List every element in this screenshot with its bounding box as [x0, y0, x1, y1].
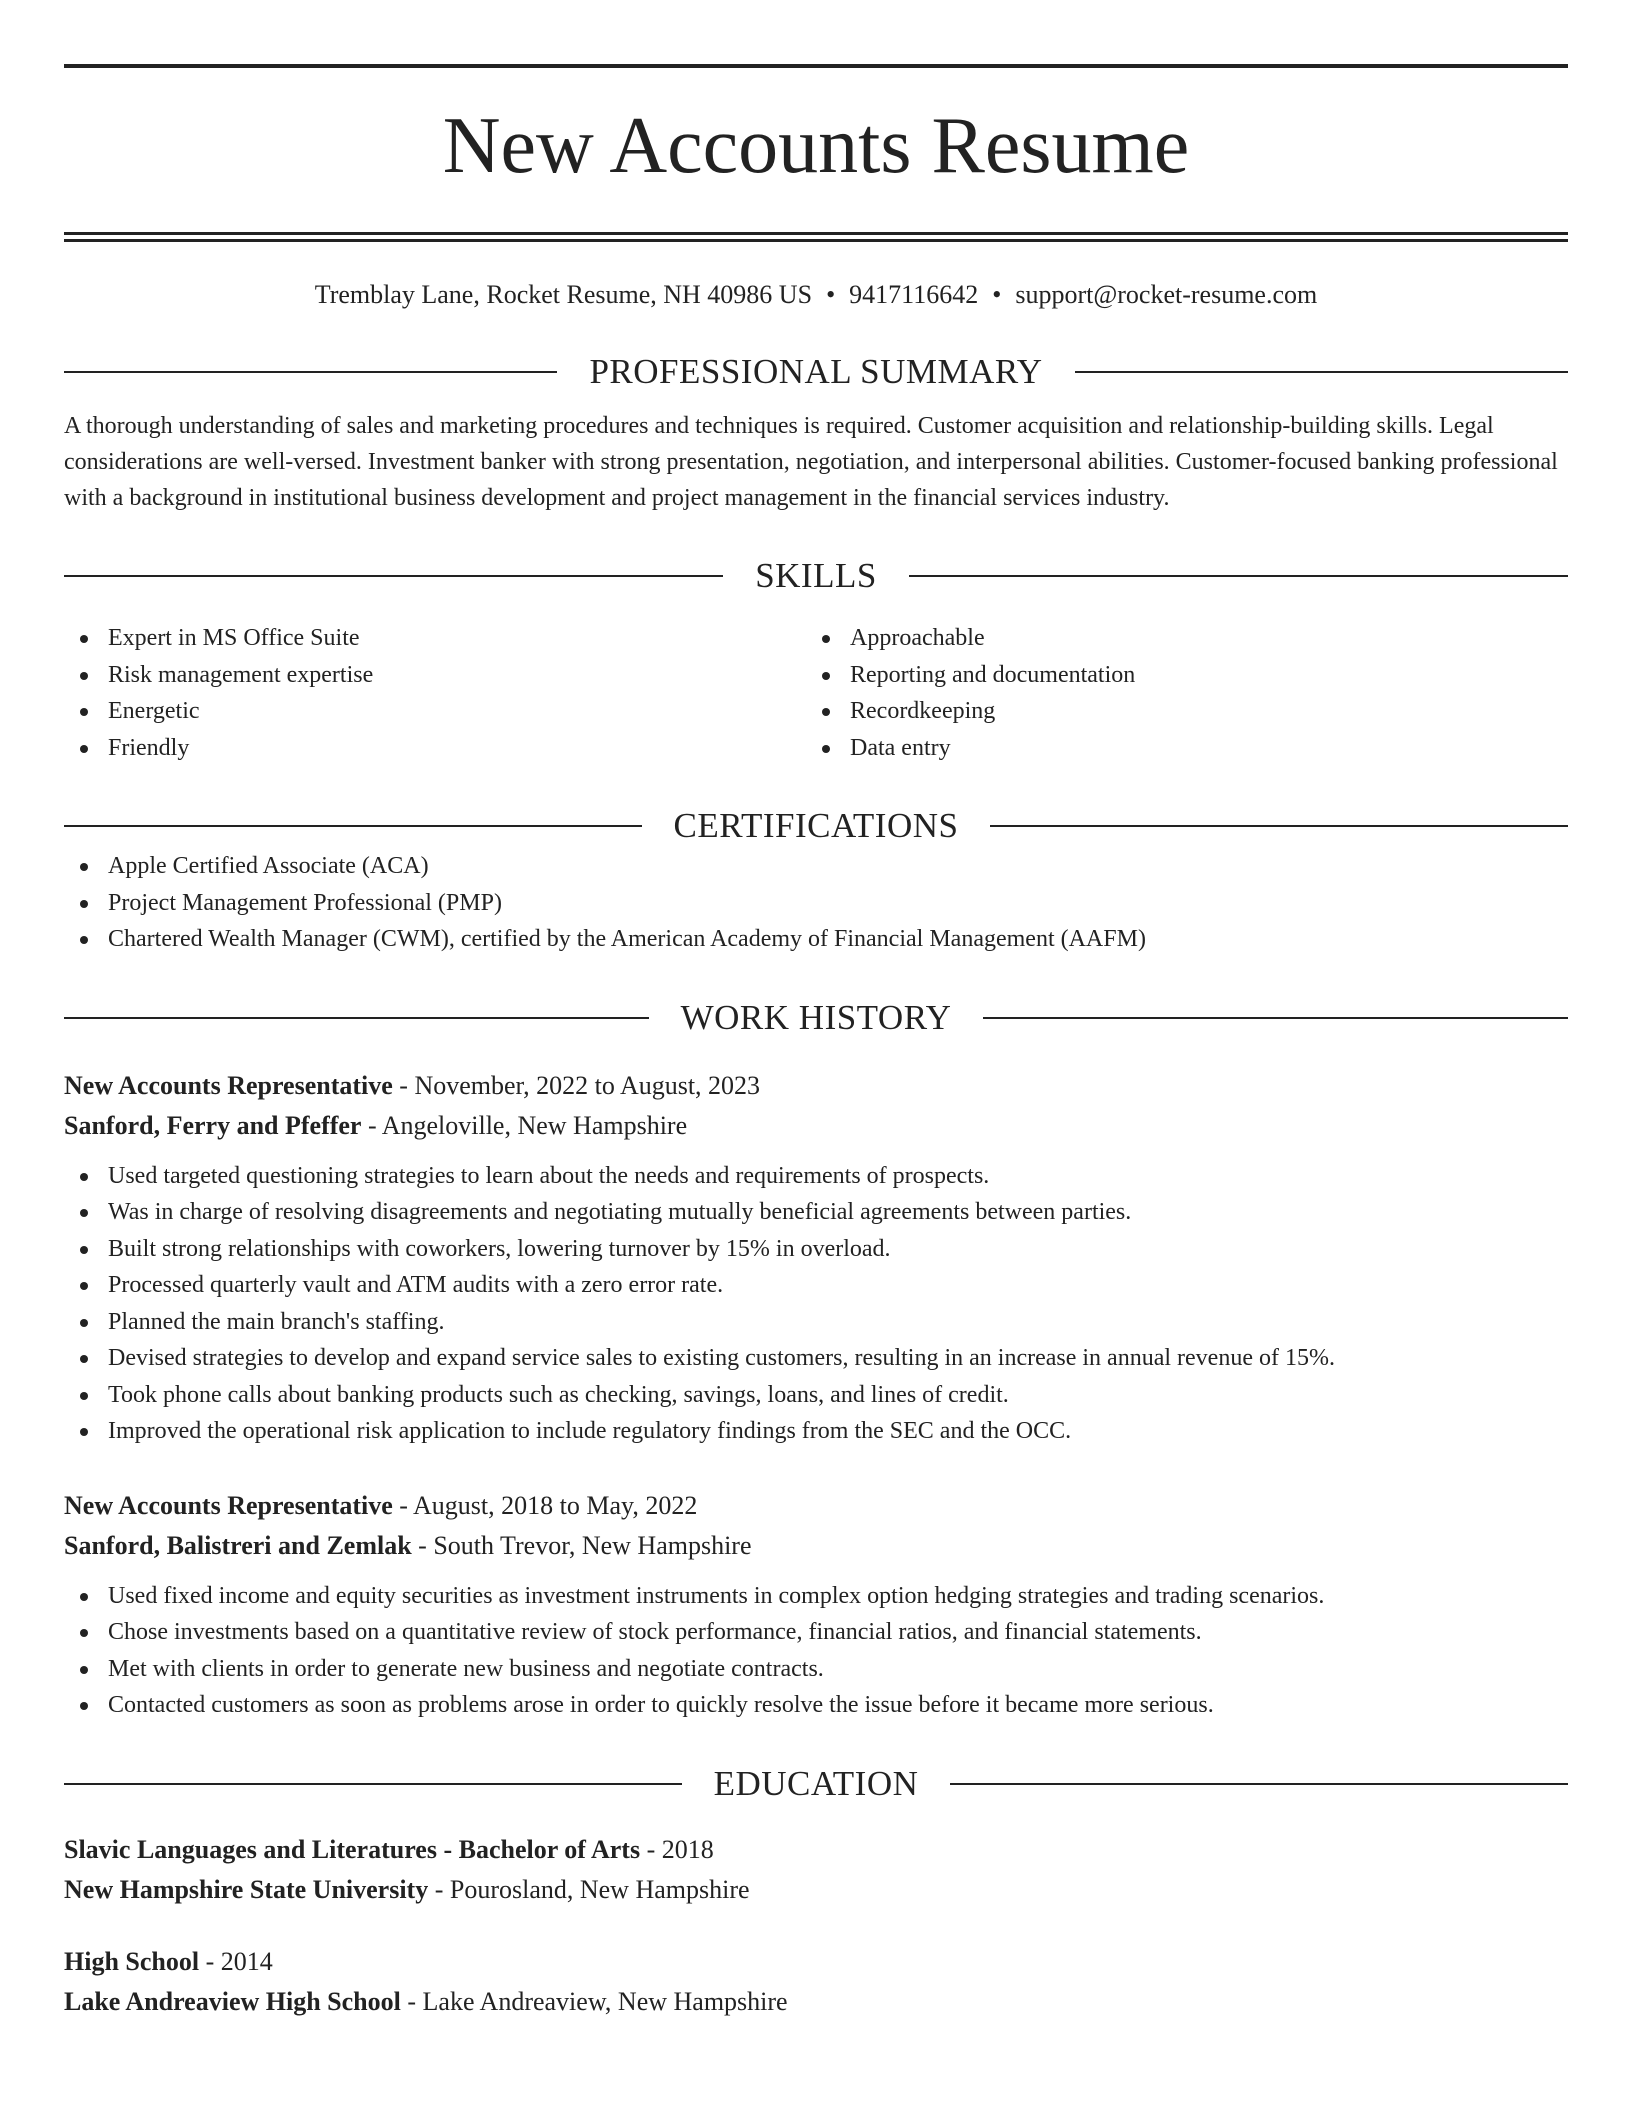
contact-email: support@rocket-resume.com [1015, 280, 1318, 309]
job-company: Sanford, Ferry and Pfeffer [64, 1110, 362, 1140]
summary-section-heading [64, 350, 1568, 394]
skill-item: Risk management expertise [64, 657, 806, 694]
contact-separator: • [992, 280, 1002, 309]
education-year: - 2014 [199, 1946, 273, 1976]
certification-item: Apple Certified Associate (ACA) [64, 848, 1568, 885]
skills-list-left [64, 620, 806, 766]
job-location: - South Trevor, New Hampshire [411, 1530, 752, 1560]
certifications-section-heading [64, 804, 1568, 848]
education-entry [64, 1830, 1568, 1910]
contact-separator: • [826, 280, 836, 309]
education-section-heading [64, 1762, 1568, 1806]
heading-rule-left [64, 825, 642, 827]
title-double-rule [64, 232, 1568, 242]
job-bullet: Built strong relationships with coworkers, lowering turnover by 15% in overload. [64, 1231, 1568, 1268]
heading-rule-left [64, 371, 557, 373]
work-section-heading [64, 996, 1568, 1040]
job-bullet: Met with clients in order to generate new business and negotiate contracts. [64, 1651, 1568, 1688]
job-title: New Accounts Representative [64, 1070, 393, 1100]
job-dates: - November, 2022 to August, 2023 [392, 1070, 761, 1100]
skill-item: Energetic [64, 693, 806, 730]
skill-item: Approachable [806, 620, 1548, 657]
skills-section-heading [64, 554, 1568, 598]
job-bullets [64, 1158, 1568, 1450]
education-school-line [64, 1982, 1568, 2022]
skills-grid [64, 620, 1568, 766]
resume-title: New Accounts Resume [442, 102, 1190, 190]
skills-list-right [806, 620, 1548, 766]
education-degree: Slavic Languages and Literatures - Bachelor of Arts [64, 1834, 641, 1864]
heading-rule-left [64, 575, 723, 577]
contact-line [64, 278, 1568, 312]
work-heading: WORK HISTORY [680, 997, 952, 1037]
summary-heading: PROFESSIONAL SUMMARY [589, 352, 1043, 391]
heading-rule-left [64, 1783, 682, 1785]
heading-rule-right [909, 575, 1568, 577]
education-school: Lake Andreaview High School [64, 1986, 401, 2016]
skill-item: Friendly [64, 730, 806, 767]
education-school: New Hampshire State University [64, 1874, 429, 1904]
certification-item: Chartered Wealth Manager (CWM), certified by the American Academy of Financial Management (AAFM) [64, 921, 1568, 958]
education-location: - Lake Andreaview, New Hampshire [400, 1986, 788, 2016]
contact-address: Tremblay Lane, Rocket Resume, NH 40986 US [314, 280, 813, 309]
skill-item: Data entry [806, 730, 1548, 767]
certifications-heading: CERTIFICATIONS [673, 806, 959, 845]
education-year: - 2018 [640, 1834, 714, 1864]
job-title-line [64, 1486, 1568, 1526]
job-location: - Angeloville, New Hampshire [361, 1110, 688, 1140]
job-bullet: Took phone calls about banking products such as checking, savings, loans, and lines of credit. [64, 1377, 1568, 1414]
heading-rule-right [990, 825, 1568, 827]
job-bullet: Processed quarterly vault and ATM audits with a zero error rate. [64, 1267, 1568, 1304]
skill-item: Reporting and documentation [806, 657, 1548, 694]
top-rule [64, 64, 1568, 68]
job-bullet: Used targeted questioning strategies to learn about the needs and requirements of prospects. [64, 1158, 1568, 1195]
heading-rule-right [1075, 371, 1568, 373]
job-entry [64, 1066, 1568, 1450]
job-bullet: Planned the main branch's staffing. [64, 1304, 1568, 1341]
education-heading: EDUCATION [713, 1763, 919, 1803]
education-entry [64, 1942, 1568, 2022]
job-title: New Accounts Representative [64, 1490, 393, 1520]
job-bullet: Chose investments based on a quantitative review of stock performance, financial ratios, and financial statements. [64, 1614, 1568, 1651]
job-bullet: Used fixed income and equity securities as investment instruments in complex option hedging strategies and trading scenarios. [64, 1578, 1568, 1615]
job-bullet: Improved the operational risk application to include regulatory findings from the SEC and the OCC. [64, 1413, 1568, 1450]
heading-rule-right [950, 1783, 1568, 1785]
job-dates: - August, 2018 to May, 2022 [392, 1490, 698, 1520]
certification-item: Project Management Professional (PMP) [64, 885, 1568, 922]
job-bullet: Devised strategies to develop and expand service sales to existing customers, resulting in an increase in annual revenue of 15%. [64, 1340, 1568, 1377]
summary-text: A thorough understanding of sales and marketing procedures and techniques is required. Customer acquisition and relationship-building skills. Legal considerations are well-versed. Investment banker with strong presentation, negotiation, and interpersonal abilities. Customer-focused banking professional with a background in institutional business development and project management in the financial services industry. [64, 413, 1558, 511]
job-bullet: Was in charge of resolving disagreements and negotiating mutually beneficial agreements between parties. [64, 1194, 1568, 1231]
education-degree-line [64, 1830, 1568, 1870]
job-company-line [64, 1526, 1568, 1566]
job-company-line [64, 1106, 1568, 1146]
education-degree: High School [64, 1946, 200, 1976]
skills-heading: SKILLS [755, 556, 877, 595]
skill-item: Expert in MS Office Suite [64, 620, 806, 657]
education-school-line [64, 1870, 1568, 1910]
heading-rule-left [64, 1017, 649, 1019]
heading-rule-right [983, 1017, 1568, 1019]
job-title-line [64, 1066, 1568, 1106]
education-degree-line [64, 1942, 1568, 1982]
certifications-list [64, 848, 1568, 958]
job-bullets [64, 1578, 1568, 1724]
skill-item: Recordkeeping [806, 693, 1548, 730]
education-location: - Pourosland, New Hampshire [428, 1874, 750, 1904]
job-company: Sanford, Balistreri and Zemlak [64, 1530, 412, 1560]
contact-phone: 9417116642 [849, 280, 979, 309]
job-bullet: Contacted customers as soon as problems arose in order to quickly resolve the issue before it became more serious. [64, 1687, 1568, 1724]
job-entry [64, 1486, 1568, 1724]
